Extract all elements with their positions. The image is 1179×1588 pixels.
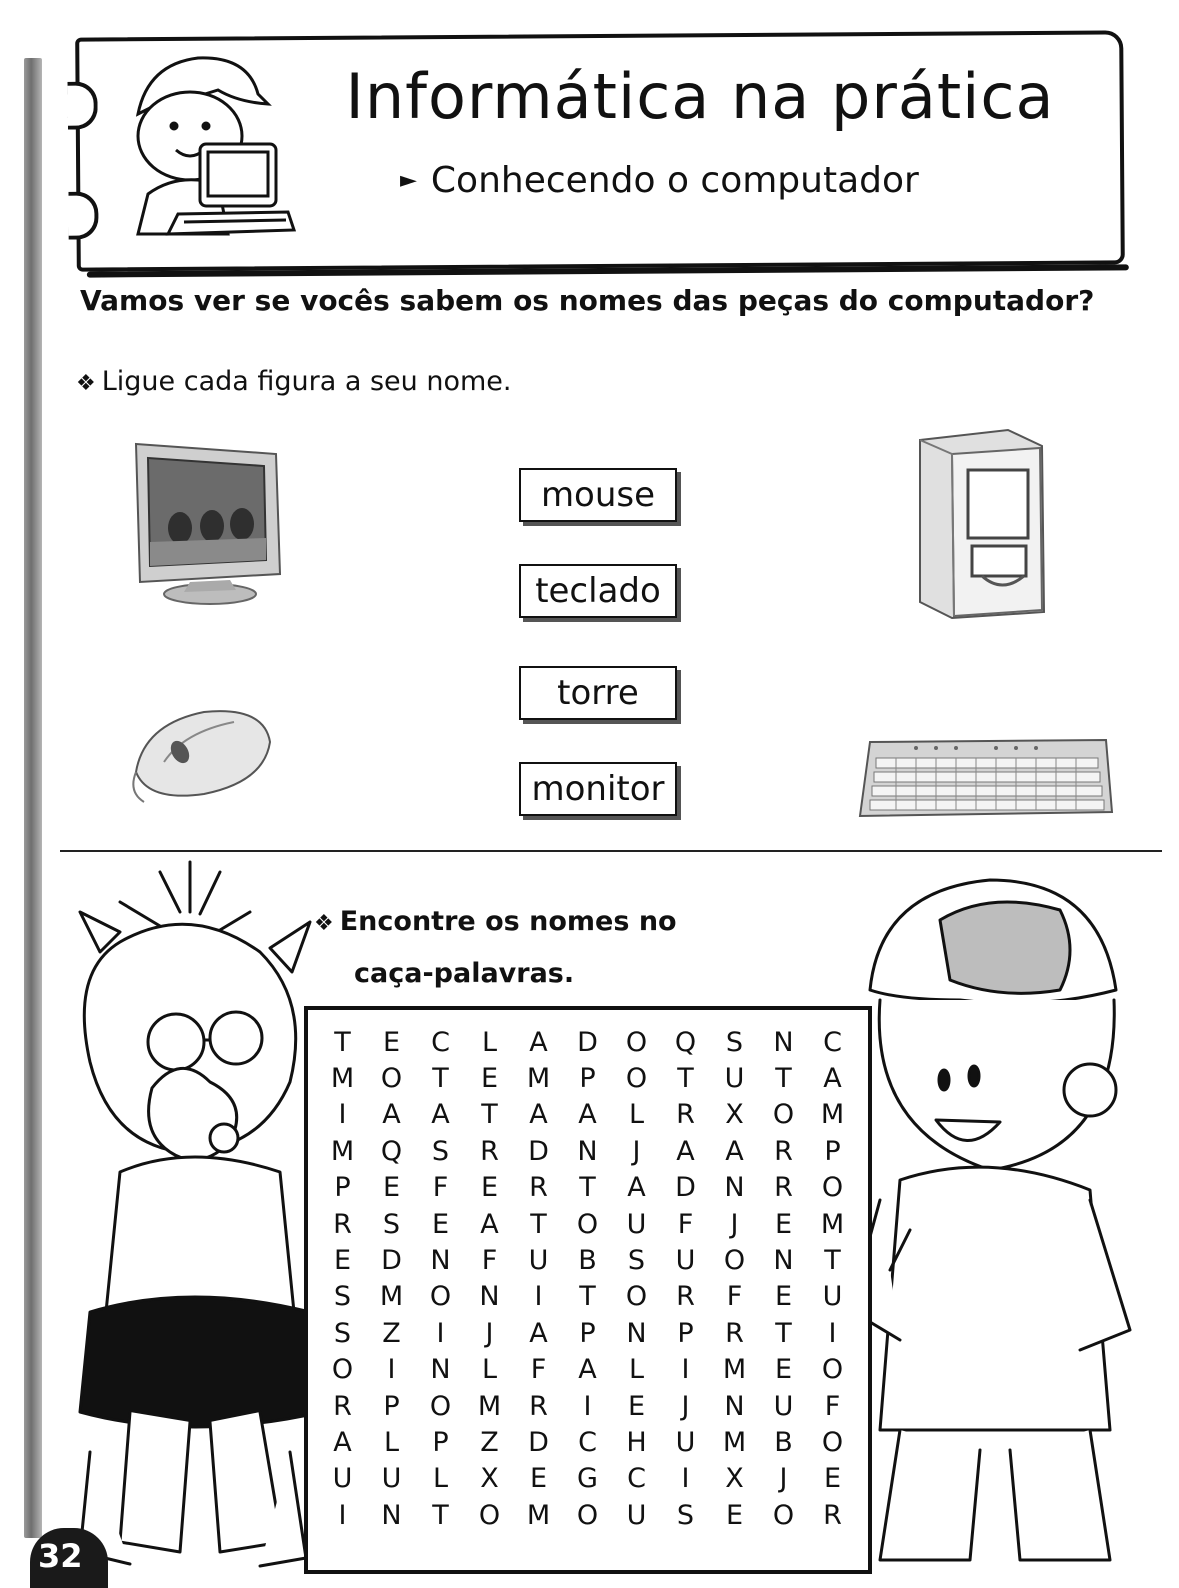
- grid-letter: A: [578, 1099, 597, 1131]
- grid-letter: Q: [674, 1026, 697, 1058]
- word-box-monitor: monitor: [519, 762, 677, 816]
- grid-letter: C: [627, 1463, 646, 1495]
- grid-letter: U: [626, 1208, 647, 1240]
- grid-letter: R: [333, 1390, 352, 1422]
- grid-letter: P: [432, 1426, 449, 1458]
- grid-letter: O: [821, 1172, 844, 1204]
- grid-letter: R: [725, 1317, 744, 1349]
- boy-illustration: [840, 870, 1140, 1570]
- grid-letter: F: [432, 1172, 449, 1204]
- grid-letter: I: [436, 1317, 445, 1349]
- grid-letter: R: [774, 1135, 793, 1167]
- grid-letter: T: [677, 1063, 694, 1095]
- grid-letter: O: [625, 1281, 648, 1313]
- grid-letter: A: [431, 1099, 450, 1131]
- grid-letter: J: [681, 1390, 690, 1422]
- grid-letter: N: [381, 1499, 402, 1531]
- grid-letter: B: [774, 1426, 793, 1458]
- grid-letter: A: [529, 1026, 548, 1058]
- grid-letter: A: [578, 1354, 597, 1386]
- grid-letter: E: [627, 1390, 646, 1422]
- grid-letter: O: [821, 1426, 844, 1458]
- grid-letter: F: [481, 1245, 498, 1277]
- grid-letter: I: [583, 1390, 592, 1422]
- grid-letter: A: [480, 1208, 499, 1240]
- grid-letter: E: [333, 1245, 352, 1277]
- grid-letter: N: [724, 1390, 745, 1422]
- grid-letter: F: [824, 1390, 841, 1422]
- grid-letter: O: [380, 1063, 403, 1095]
- grid-letter: I: [338, 1499, 347, 1531]
- keyboard-picture: [856, 736, 1116, 820]
- exercise1-instruction-text: Ligue cada figura a seu nome.: [101, 366, 512, 397]
- page-number: 32: [30, 1528, 108, 1588]
- grid-letter: F: [726, 1281, 743, 1313]
- grid-letter: R: [676, 1099, 695, 1131]
- grid-letter: T: [579, 1281, 596, 1313]
- grid-letter: U: [381, 1463, 402, 1495]
- grid-letter: F: [530, 1354, 547, 1386]
- subtitle-text: Conhecendo o computador: [430, 160, 919, 201]
- grid-letter: E: [382, 1026, 401, 1058]
- binder-ring-icon: [68, 192, 98, 240]
- grid-letter: O: [478, 1499, 501, 1531]
- grid-letter: U: [626, 1499, 647, 1531]
- grid-letter: O: [821, 1354, 844, 1386]
- grid-letter: E: [480, 1172, 499, 1204]
- boy-at-computer-illustration: [118, 44, 298, 244]
- grid-letter: E: [431, 1208, 450, 1240]
- grid-letter: A: [529, 1099, 548, 1131]
- grid-letter: T: [579, 1172, 596, 1204]
- grid-letter: E: [382, 1172, 401, 1204]
- diamond-bullet-icon: ❖: [76, 371, 96, 396]
- grid-letter: J: [632, 1135, 641, 1167]
- grid-letter: O: [576, 1499, 599, 1531]
- grid-letter: T: [481, 1099, 498, 1131]
- grid-letter: E: [774, 1208, 793, 1240]
- grid-letter: I: [828, 1317, 837, 1349]
- tower-picture: [912, 426, 1052, 620]
- grid-letter: O: [772, 1099, 795, 1131]
- grid-letter: T: [530, 1208, 547, 1240]
- grid-letter: Z: [480, 1426, 499, 1458]
- grid-letter: O: [331, 1354, 354, 1386]
- grid-letter: A: [529, 1317, 548, 1349]
- grid-letter: A: [333, 1426, 352, 1458]
- grid-letter: D: [577, 1026, 598, 1058]
- grid-letter: L: [432, 1463, 449, 1495]
- grid-letter: N: [773, 1026, 794, 1058]
- grid-letter: A: [823, 1063, 842, 1095]
- grid-letter: M: [379, 1281, 404, 1313]
- grid-letter: X: [725, 1463, 744, 1495]
- grid-letter: R: [529, 1172, 548, 1204]
- grid-letter: T: [775, 1063, 792, 1095]
- grid-letter: A: [676, 1135, 695, 1167]
- word-search-grid: [318, 1024, 862, 1533]
- grid-letter: Q: [380, 1135, 403, 1167]
- grid-letter: S: [333, 1281, 352, 1313]
- grid-letter: I: [338, 1099, 347, 1131]
- grid-letter: E: [774, 1354, 793, 1386]
- word-box-mouse: mouse: [519, 468, 677, 522]
- exercise1-instruction: [76, 366, 512, 397]
- grid-letter: J: [485, 1317, 494, 1349]
- grid-letter: S: [333, 1317, 352, 1349]
- triangle-marker-icon: ►: [400, 168, 417, 193]
- grid-letter: P: [579, 1063, 596, 1095]
- grid-letter: X: [725, 1099, 744, 1131]
- diamond-bullet-icon: ❖: [314, 911, 334, 936]
- grid-letter: O: [429, 1281, 452, 1313]
- grid-letter: J: [730, 1208, 739, 1240]
- binder-ring-icon: [68, 82, 98, 130]
- grid-letter: B: [578, 1245, 597, 1277]
- monitor-picture: [126, 432, 286, 608]
- grid-letter: S: [431, 1135, 450, 1167]
- grid-letter: P: [677, 1317, 694, 1349]
- grid-letter: U: [675, 1245, 696, 1277]
- grid-letter: U: [528, 1245, 549, 1277]
- grid-letter: N: [479, 1281, 500, 1313]
- grid-letter: H: [626, 1426, 647, 1458]
- grid-letter: U: [332, 1463, 353, 1495]
- grid-letter: I: [681, 1354, 690, 1386]
- grid-letter: U: [773, 1390, 794, 1422]
- grid-letter: U: [675, 1426, 696, 1458]
- grid-letter: O: [576, 1208, 599, 1240]
- grid-letter: C: [431, 1026, 450, 1058]
- grid-letter: C: [578, 1426, 597, 1458]
- grid-letter: L: [481, 1354, 498, 1386]
- grid-letter: O: [723, 1245, 746, 1277]
- grid-letter: L: [383, 1426, 400, 1458]
- grid-letter: A: [725, 1135, 744, 1167]
- grid-letter: R: [823, 1499, 842, 1531]
- grid-letter: D: [675, 1172, 696, 1204]
- grid-letter: R: [480, 1135, 499, 1167]
- grid-letter: J: [779, 1463, 788, 1495]
- grid-letter: P: [579, 1317, 596, 1349]
- grid-letter: R: [774, 1172, 793, 1204]
- grid-letter: M: [330, 1063, 355, 1095]
- exercise2-instruction: [314, 906, 677, 937]
- word-box-torre: torre: [519, 666, 677, 720]
- grid-letter: E: [480, 1063, 499, 1095]
- grid-letter: A: [382, 1099, 401, 1131]
- grid-letter: T: [775, 1317, 792, 1349]
- grid-letter: O: [772, 1499, 795, 1531]
- grid-letter: N: [626, 1317, 647, 1349]
- grid-letter: U: [822, 1281, 843, 1313]
- page-title: Informática na prática: [345, 60, 1055, 133]
- exercise2-instruction-line1: Encontre os nomes no: [339, 906, 677, 937]
- grid-letter: N: [577, 1135, 598, 1167]
- grid-letter: R: [529, 1390, 548, 1422]
- grid-letter: D: [528, 1135, 549, 1167]
- word-box-teclado: teclado: [519, 564, 677, 618]
- grid-letter: I: [534, 1281, 543, 1313]
- grid-letter: N: [773, 1245, 794, 1277]
- exercise2-instruction-line2: caça-palavras.: [354, 958, 575, 989]
- grid-letter: S: [725, 1026, 744, 1058]
- grid-letter: T: [334, 1026, 351, 1058]
- grid-letter: M: [526, 1499, 551, 1531]
- grid-letter: F: [677, 1208, 694, 1240]
- grid-letter: E: [823, 1463, 842, 1495]
- grid-letter: L: [481, 1026, 498, 1058]
- grid-letter: T: [432, 1499, 449, 1531]
- grid-letter: M: [526, 1063, 551, 1095]
- grid-letter: N: [430, 1245, 451, 1277]
- grid-letter: M: [722, 1354, 747, 1386]
- girl-illustration: [60, 852, 330, 1570]
- grid-letter: E: [774, 1281, 793, 1313]
- page-spine: [24, 58, 42, 1538]
- grid-letter: E: [725, 1499, 744, 1531]
- grid-letter: I: [387, 1354, 396, 1386]
- grid-letter: L: [628, 1354, 645, 1386]
- grid-letter: R: [333, 1208, 352, 1240]
- mouse-picture: [124, 702, 274, 806]
- grid-letter: S: [627, 1245, 646, 1277]
- grid-letter: T: [824, 1245, 841, 1277]
- page-subtitle: [400, 160, 1020, 201]
- grid-letter: M: [820, 1099, 845, 1131]
- grid-letter: M: [722, 1426, 747, 1458]
- grid-letter: M: [820, 1208, 845, 1240]
- grid-letter: G: [577, 1463, 598, 1495]
- question-text: Vamos ver se vocês sabem os nomes das peças do computador?: [80, 284, 1095, 317]
- grid-letter: P: [824, 1135, 841, 1167]
- grid-letter: N: [430, 1354, 451, 1386]
- grid-letter: T: [432, 1063, 449, 1095]
- grid-letter: Z: [382, 1317, 401, 1349]
- grid-letter: S: [382, 1208, 401, 1240]
- grid-letter: S: [676, 1499, 695, 1531]
- grid-letter: O: [625, 1026, 648, 1058]
- grid-letter: M: [477, 1390, 502, 1422]
- grid-letter: P: [383, 1390, 400, 1422]
- grid-letter: A: [627, 1172, 646, 1204]
- grid-letter: D: [381, 1245, 402, 1277]
- grid-letter: D: [528, 1426, 549, 1458]
- grid-letter: M: [330, 1135, 355, 1167]
- grid-letter: E: [529, 1463, 548, 1495]
- grid-letter: P: [334, 1172, 351, 1204]
- grid-letter: O: [625, 1063, 648, 1095]
- grid-letter: N: [724, 1172, 745, 1204]
- grid-letter: O: [429, 1390, 452, 1422]
- grid-letter: C: [823, 1026, 842, 1058]
- grid-letter: R: [676, 1281, 695, 1313]
- grid-letter: L: [628, 1099, 645, 1131]
- grid-letter: X: [480, 1463, 499, 1495]
- grid-letter: U: [724, 1063, 745, 1095]
- grid-letter: I: [681, 1463, 690, 1495]
